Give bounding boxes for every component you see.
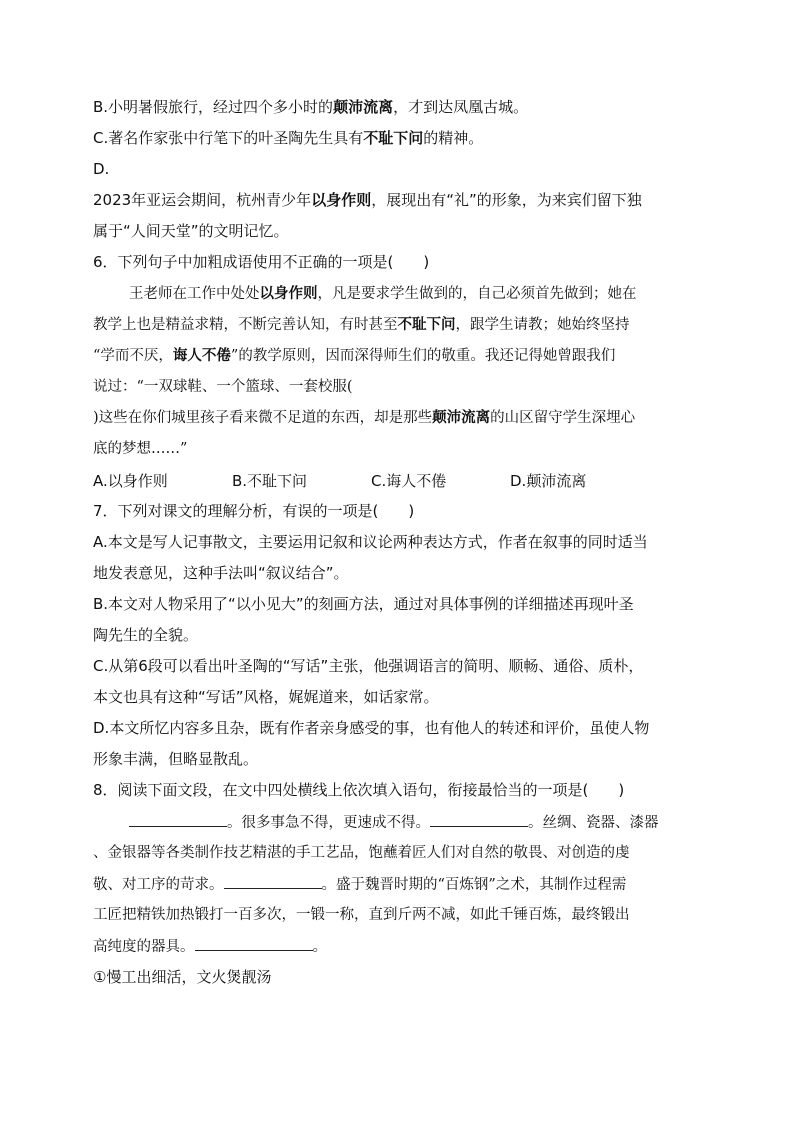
q6-passage-line6: 底的梦想……”: [93, 441, 188, 457]
q7-option-a-line2: 地发表意见，这种手法叫“叙议结合”。: [93, 564, 349, 582]
q8-passage-line3: [93, 873, 708, 896]
q6-option-b: B.不耻下问: [232, 472, 308, 490]
q5-option-d: [93, 189, 708, 211]
q6-p5-c: 的山区留守学生深埋心: [490, 410, 636, 426]
q7-option-c-line2: 本文也具有这种“写话”风格，娓娓道来，如话家常。: [93, 688, 439, 706]
q8-passage-line1: [129, 811, 709, 834]
q7-option-c-line1: C.从第6段可以看出叶圣陶的“写话”主张，他强调语言的简明、顺畅、通俗、质朴，: [93, 657, 644, 675]
q6-p5-idiom: 颠沛流离: [432, 409, 491, 426]
q6-passage-line4: 说过：“一双球鞋、一个篮球、一套校服(: [93, 379, 353, 395]
q8-passage-line5: [93, 935, 708, 958]
q6-option-d: D.颠沛流离: [510, 472, 587, 490]
q5-c-text-end: 的精神。: [423, 129, 484, 147]
q6-p1-idiom: 以身作则: [259, 285, 318, 302]
q6-p3-idiom: 诲人不倦: [172, 347, 231, 364]
q7-option-a-line1: A.本文是写人记事散文，主要运用记叙和议论两种表达方式，作者在叙事的同时适当: [93, 533, 648, 551]
q7-stem: 7．下列对课文的理解分析，有误的一项是( ): [93, 502, 415, 520]
q5-c-idiom: 不耻下问: [363, 129, 424, 147]
q6-passage-line1: [129, 283, 709, 305]
q5-b-text: B.小明暑假旅行，经过四个多小时的: [93, 98, 334, 116]
q6-p3-a: “学而不厌，: [93, 348, 173, 364]
q5-d-text: 2023年亚运会期间，杭州青少年: [93, 191, 312, 209]
q7-option-d-line1: D.本文所忆内容多且杂，既有作者亲身感受的事，也有他人的转述和评价，虽使人物: [93, 719, 650, 737]
q6-p3-c: ”的教学原则，因而深得师生们的敬重。我还记得她曾跟我们: [230, 348, 616, 364]
q8-blank-4: [195, 935, 313, 951]
q6-p2-c: ，跟学生请教；她始终坚持: [455, 317, 630, 333]
q6-passage-line2: [93, 314, 708, 336]
q6-p2-idiom: 不耻下问: [397, 316, 456, 333]
q8-passage-line4: 工匠把精铁加热锻打一百多次，一锻一称，直到斤两不减，如此千锤百炼，最终锻出: [93, 907, 630, 923]
q5-option-c: [93, 127, 708, 149]
q5-option-d-label: D.: [93, 160, 110, 178]
q6-p5-a: )这些在你们城里孩子看来微不足道的东西，却是那些: [93, 410, 433, 426]
q5-b-idiom: 颠沛流离: [333, 98, 394, 116]
q8-blank-1: [129, 811, 227, 827]
q8-l1-a: 。很多事急不得，更速成不得。: [227, 815, 430, 831]
q8-option-1: ①慢工出细活，文火煲靓汤: [93, 968, 272, 986]
q5-option-d-line2: 属于“人间天堂”的文明记忆。: [93, 222, 289, 240]
q5-d-text-end: ，展现出有“礼”的形象，为来宾们留下独: [371, 191, 642, 209]
q8-l1-b: 。丝绸、瓷器、漆器: [528, 815, 659, 831]
q6-option-a: A.以身作则: [93, 472, 168, 490]
q5-option-b: [93, 96, 708, 118]
q6-p2-a: 教学上也是精益求精，不断完善认知，有时甚至: [93, 317, 398, 333]
q8-stem: 8．阅读下面文段，在文中四处横线上依次填入语句，衔接最恰当的一项是( ): [93, 781, 625, 799]
q8-l3-b: 。盛于魏晋时期的“百炼钢”之术，其制作过程需: [321, 877, 627, 893]
q7-option-b-line2: 陶先生的全貌。: [93, 626, 199, 644]
q6-passage-line5: [93, 407, 708, 429]
q8-passage-line2: 、金银器等各类制作技艺精湛的手工艺品，饱蘸着匠人们对自然的敬畏、对创造的虔: [93, 845, 630, 861]
q6-options: [93, 470, 708, 492]
q7-option-d-line2: 形象丰满，但略显散乱。: [93, 750, 259, 768]
q6-stem: 6．下列句子中加粗成语使用不正确的一项是( ): [93, 253, 430, 271]
q8-l5-b: 。: [312, 939, 327, 955]
q6-p1-a: 王老师在工作中处处: [129, 286, 260, 302]
q8-l5-a: 高纯度的器具。: [93, 939, 195, 955]
q8-blank-2: [430, 811, 528, 827]
q5-b-text-end: ，才到达凤凰古城。: [393, 98, 529, 116]
q6-option-c: C.诲人不倦: [371, 472, 447, 490]
q8-blank-3: [224, 873, 322, 889]
q7-option-b-line1: B.本文对人物采用了“以小见大”的刻画方法，通过对具体事例的详细描述再现叶圣: [93, 595, 634, 613]
q5-d-idiom: 以身作则: [311, 191, 372, 209]
q8-l3-a: 敬、对工序的苛求。: [93, 877, 224, 893]
q6-p1-c: ，凡是要求学生做到的，自己必须首先做到；她在: [317, 286, 637, 302]
q6-passage-line3: [93, 345, 708, 367]
q5-c-text: C.著名作家张中行笔下的叶圣陶先生具有: [93, 129, 364, 147]
